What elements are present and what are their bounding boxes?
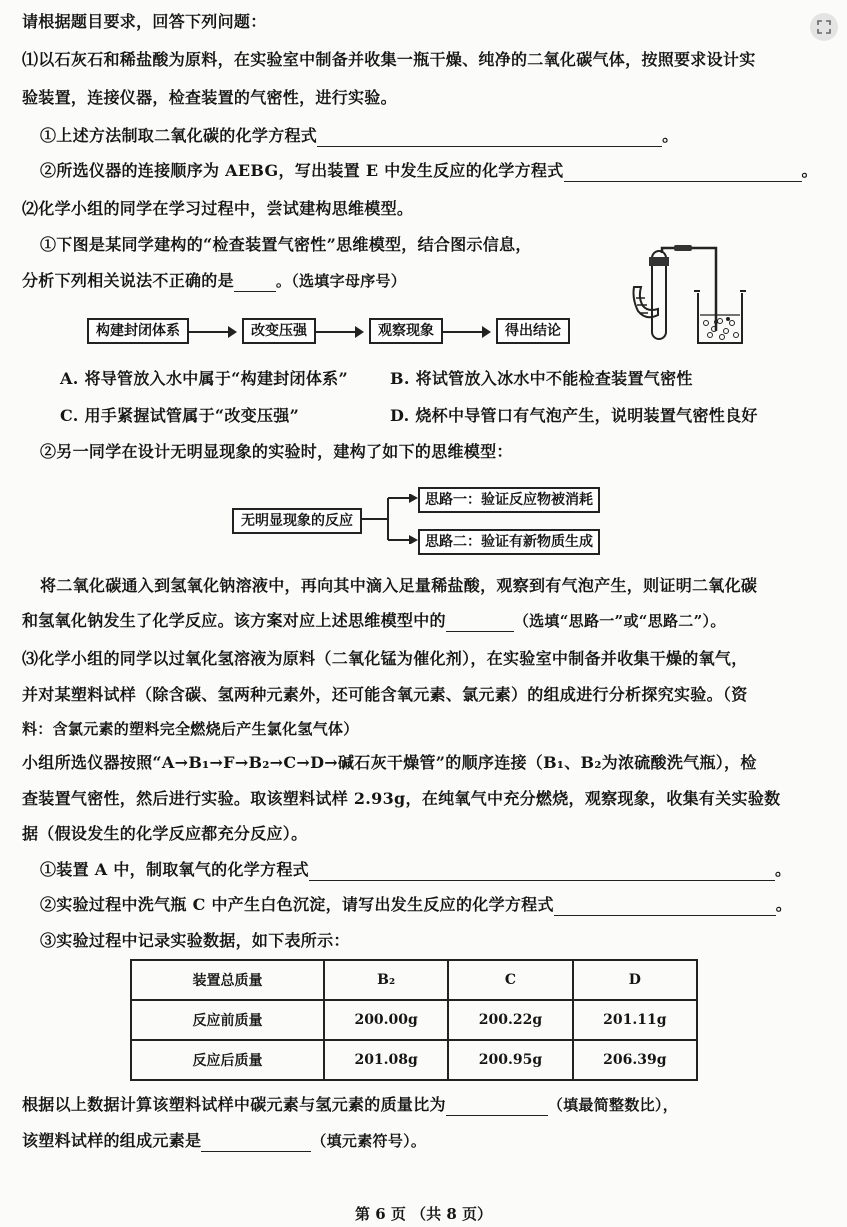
intro-text: 请根据题目要求，回答下列问题： bbox=[22, 12, 267, 31]
q1-sub-1-text: ①上述方法制取二氧化碳的化学方程式 bbox=[40, 126, 318, 145]
q1-line-1: ⑴以石灰石和稀盐酸为原料，在实验室中制备并收集一瓶干燥、纯净的二氧化碳气体，按照要求设计实 bbox=[22, 50, 756, 69]
q3-conclusion-1-text: 根据以上数据计算该塑料试样中碳元素与氢元素的质量比为 bbox=[22, 1095, 446, 1114]
model-path-1-box: 思路一：验证反应物被消耗 bbox=[418, 487, 600, 513]
q2-sub-1b-text: 分析下列相关说法不正确的是 bbox=[22, 271, 234, 290]
q3-line-3: 料：含氯元素的塑料完全燃烧后产生氯化氢气体） bbox=[22, 720, 359, 738]
q2-sub-1a: ①下图是某同学建构的“检查装置气密性”思维模型，结合图示信息， bbox=[40, 235, 532, 254]
q2-paragraph-2-text: 和氢氧化钠发生了化学反应。该方案对应上述思维模型中的 bbox=[22, 611, 446, 630]
model-path-2-box: 思路二：验证有新物质生成 bbox=[418, 529, 600, 555]
answer-blank[interactable] bbox=[554, 897, 776, 916]
expand-button[interactable] bbox=[810, 13, 838, 41]
option-c: C. 用手紧握试管属于“改变压强” bbox=[60, 406, 300, 425]
table-cell: 反应前质量 bbox=[131, 1000, 324, 1040]
table-cell: 反应后质量 bbox=[131, 1040, 324, 1080]
q3-conclusion-1-end: （填最简整数比）， bbox=[547, 1096, 679, 1114]
answer-blank[interactable] bbox=[446, 1097, 548, 1116]
flow-step-1: 构建封闭体系 bbox=[87, 318, 189, 344]
answer-blank[interactable] bbox=[446, 613, 514, 632]
table-cell: 201.08g bbox=[324, 1040, 448, 1080]
expand-icon bbox=[817, 20, 831, 34]
answer-blank[interactable] bbox=[564, 163, 802, 182]
q1-sub-2-text: ②所选仪器的连接顺序为 AEBG，写出装置 E 中发生反应的化学方程式 bbox=[40, 161, 564, 180]
option-b: B. 将试管放入冰水中不能检查装置气密性 bbox=[390, 369, 693, 388]
option-a: A. 将导管放入水中属于“构建封闭体系” bbox=[60, 369, 348, 388]
table-cell: 200.00g bbox=[324, 1000, 448, 1040]
airtightness-apparatus-illustration bbox=[628, 243, 758, 351]
answer-blank[interactable] bbox=[317, 128, 662, 147]
table-header: 装置总质量 bbox=[131, 960, 324, 1000]
q3-line-2: 并对某塑料试样（除含碳、氢两种元素外，还可能含氧元素、氯元素）的组成进行分析探究实验。（资 bbox=[22, 685, 748, 704]
table-cell: 200.22g bbox=[448, 1000, 572, 1040]
q3-conclusion-1 bbox=[22, 1094, 678, 1116]
q2-paragraph-2 bbox=[22, 610, 726, 632]
q1-sub-2-end: 。 bbox=[801, 161, 818, 180]
model-branch-connector bbox=[360, 494, 420, 544]
table-row bbox=[131, 1040, 697, 1080]
q3-line-6: 据（假设发生的化学反应都充分反应）。 bbox=[22, 824, 308, 843]
table-cell: 201.11g bbox=[573, 1000, 697, 1040]
flow-step-4: 得出结论 bbox=[496, 318, 570, 344]
q3-sub-2-end: 。 bbox=[775, 895, 793, 914]
q1-sub-1-end: 。 bbox=[662, 126, 679, 145]
q3-line-4: 小组所选仪器按照“A→B₁→F→B₂→C→D→碱石灰干燥管”的顺序连接（B₁、B₂为浓硫酸洗气瓶），检 bbox=[22, 753, 757, 772]
q3-sub-2 bbox=[40, 894, 792, 916]
table-header: C bbox=[448, 960, 572, 1000]
flow-step-3: 观察现象 bbox=[369, 318, 443, 344]
table-cell: 206.39g bbox=[573, 1040, 697, 1080]
q2-paragraph-1: 将二氧化碳通入到氢氧化钠溶液中，再向其中滴入足量稀盐酸，观察到有气泡产生，则证明二氧化碳 bbox=[40, 576, 758, 595]
flow-step-2: 改变压强 bbox=[242, 318, 316, 344]
q3-line-5: 查装置气密性，然后进行实验。取该塑料试样 2.93g，在纯氧气中充分燃烧，观察现象，收集有关实验数 bbox=[22, 789, 781, 808]
table-header-row bbox=[131, 960, 697, 1000]
answer-blank[interactable] bbox=[201, 1133, 311, 1152]
q3-sub-2-text: ②实验过程中洗气瓶 C 中产生白色沉淀，请写出发生反应的化学方程式 bbox=[40, 895, 554, 914]
model-main-box: 无明显现象的反应 bbox=[232, 508, 362, 534]
q2-sub-2: ②另一同学在设计无明显现象的实验时，建构了如下的思维模型： bbox=[40, 442, 513, 461]
q3-sub-1-end: 。 bbox=[774, 860, 792, 879]
q3-conclusion-2 bbox=[22, 1130, 426, 1152]
q2-title: ⑵化学小组的同学在学习过程中，尝试建构思维模型。 bbox=[22, 199, 414, 218]
table-row bbox=[131, 1000, 697, 1040]
q3-line-1: ⑶化学小组的同学以过氧化氢溶液为原料（二氧化锰为催化剂），在实验室中制备并收集干燥的氧气， bbox=[22, 649, 748, 668]
q1-sub-2 bbox=[40, 160, 818, 182]
page-footer: 第 6 页 （共 8 页） bbox=[355, 1205, 492, 1223]
q2-paragraph-2-end: （选填“思路一”或“思路二”）。 bbox=[513, 612, 726, 630]
q3-conclusion-2-text: 该塑料试样的组成元素是 bbox=[22, 1131, 202, 1150]
q2-sub-1b bbox=[22, 270, 406, 292]
table-header: D bbox=[573, 960, 697, 1000]
q1-line-2: 验装置，连接仪器，检查装置的气密性，进行实验。 bbox=[22, 88, 397, 107]
table-header: B₂ bbox=[324, 960, 448, 1000]
q2-sub-1b-end: 。（选填字母序号） bbox=[275, 272, 407, 290]
flow-arrow-icon bbox=[189, 331, 235, 333]
q3-sub-1 bbox=[40, 859, 791, 881]
q3-sub-3: ③实验过程中记录实验数据，如下表所示： bbox=[40, 931, 350, 950]
q3-sub-1-text: ①装置 A 中，制取氧气的化学方程式 bbox=[40, 860, 309, 879]
answer-blank[interactable] bbox=[309, 862, 775, 881]
experiment-data-table bbox=[130, 959, 698, 1081]
q1-sub-1 bbox=[40, 125, 678, 147]
option-d: D. 烧杯中导管口有气泡产生，说明装置气密性良好 bbox=[390, 406, 758, 425]
answer-blank[interactable] bbox=[234, 273, 276, 292]
table-cell: 200.95g bbox=[448, 1040, 572, 1080]
flow-arrow-icon bbox=[443, 331, 489, 333]
q3-conclusion-2-end: （填元素符号）。 bbox=[311, 1132, 427, 1150]
flow-arrow-icon bbox=[316, 331, 362, 333]
